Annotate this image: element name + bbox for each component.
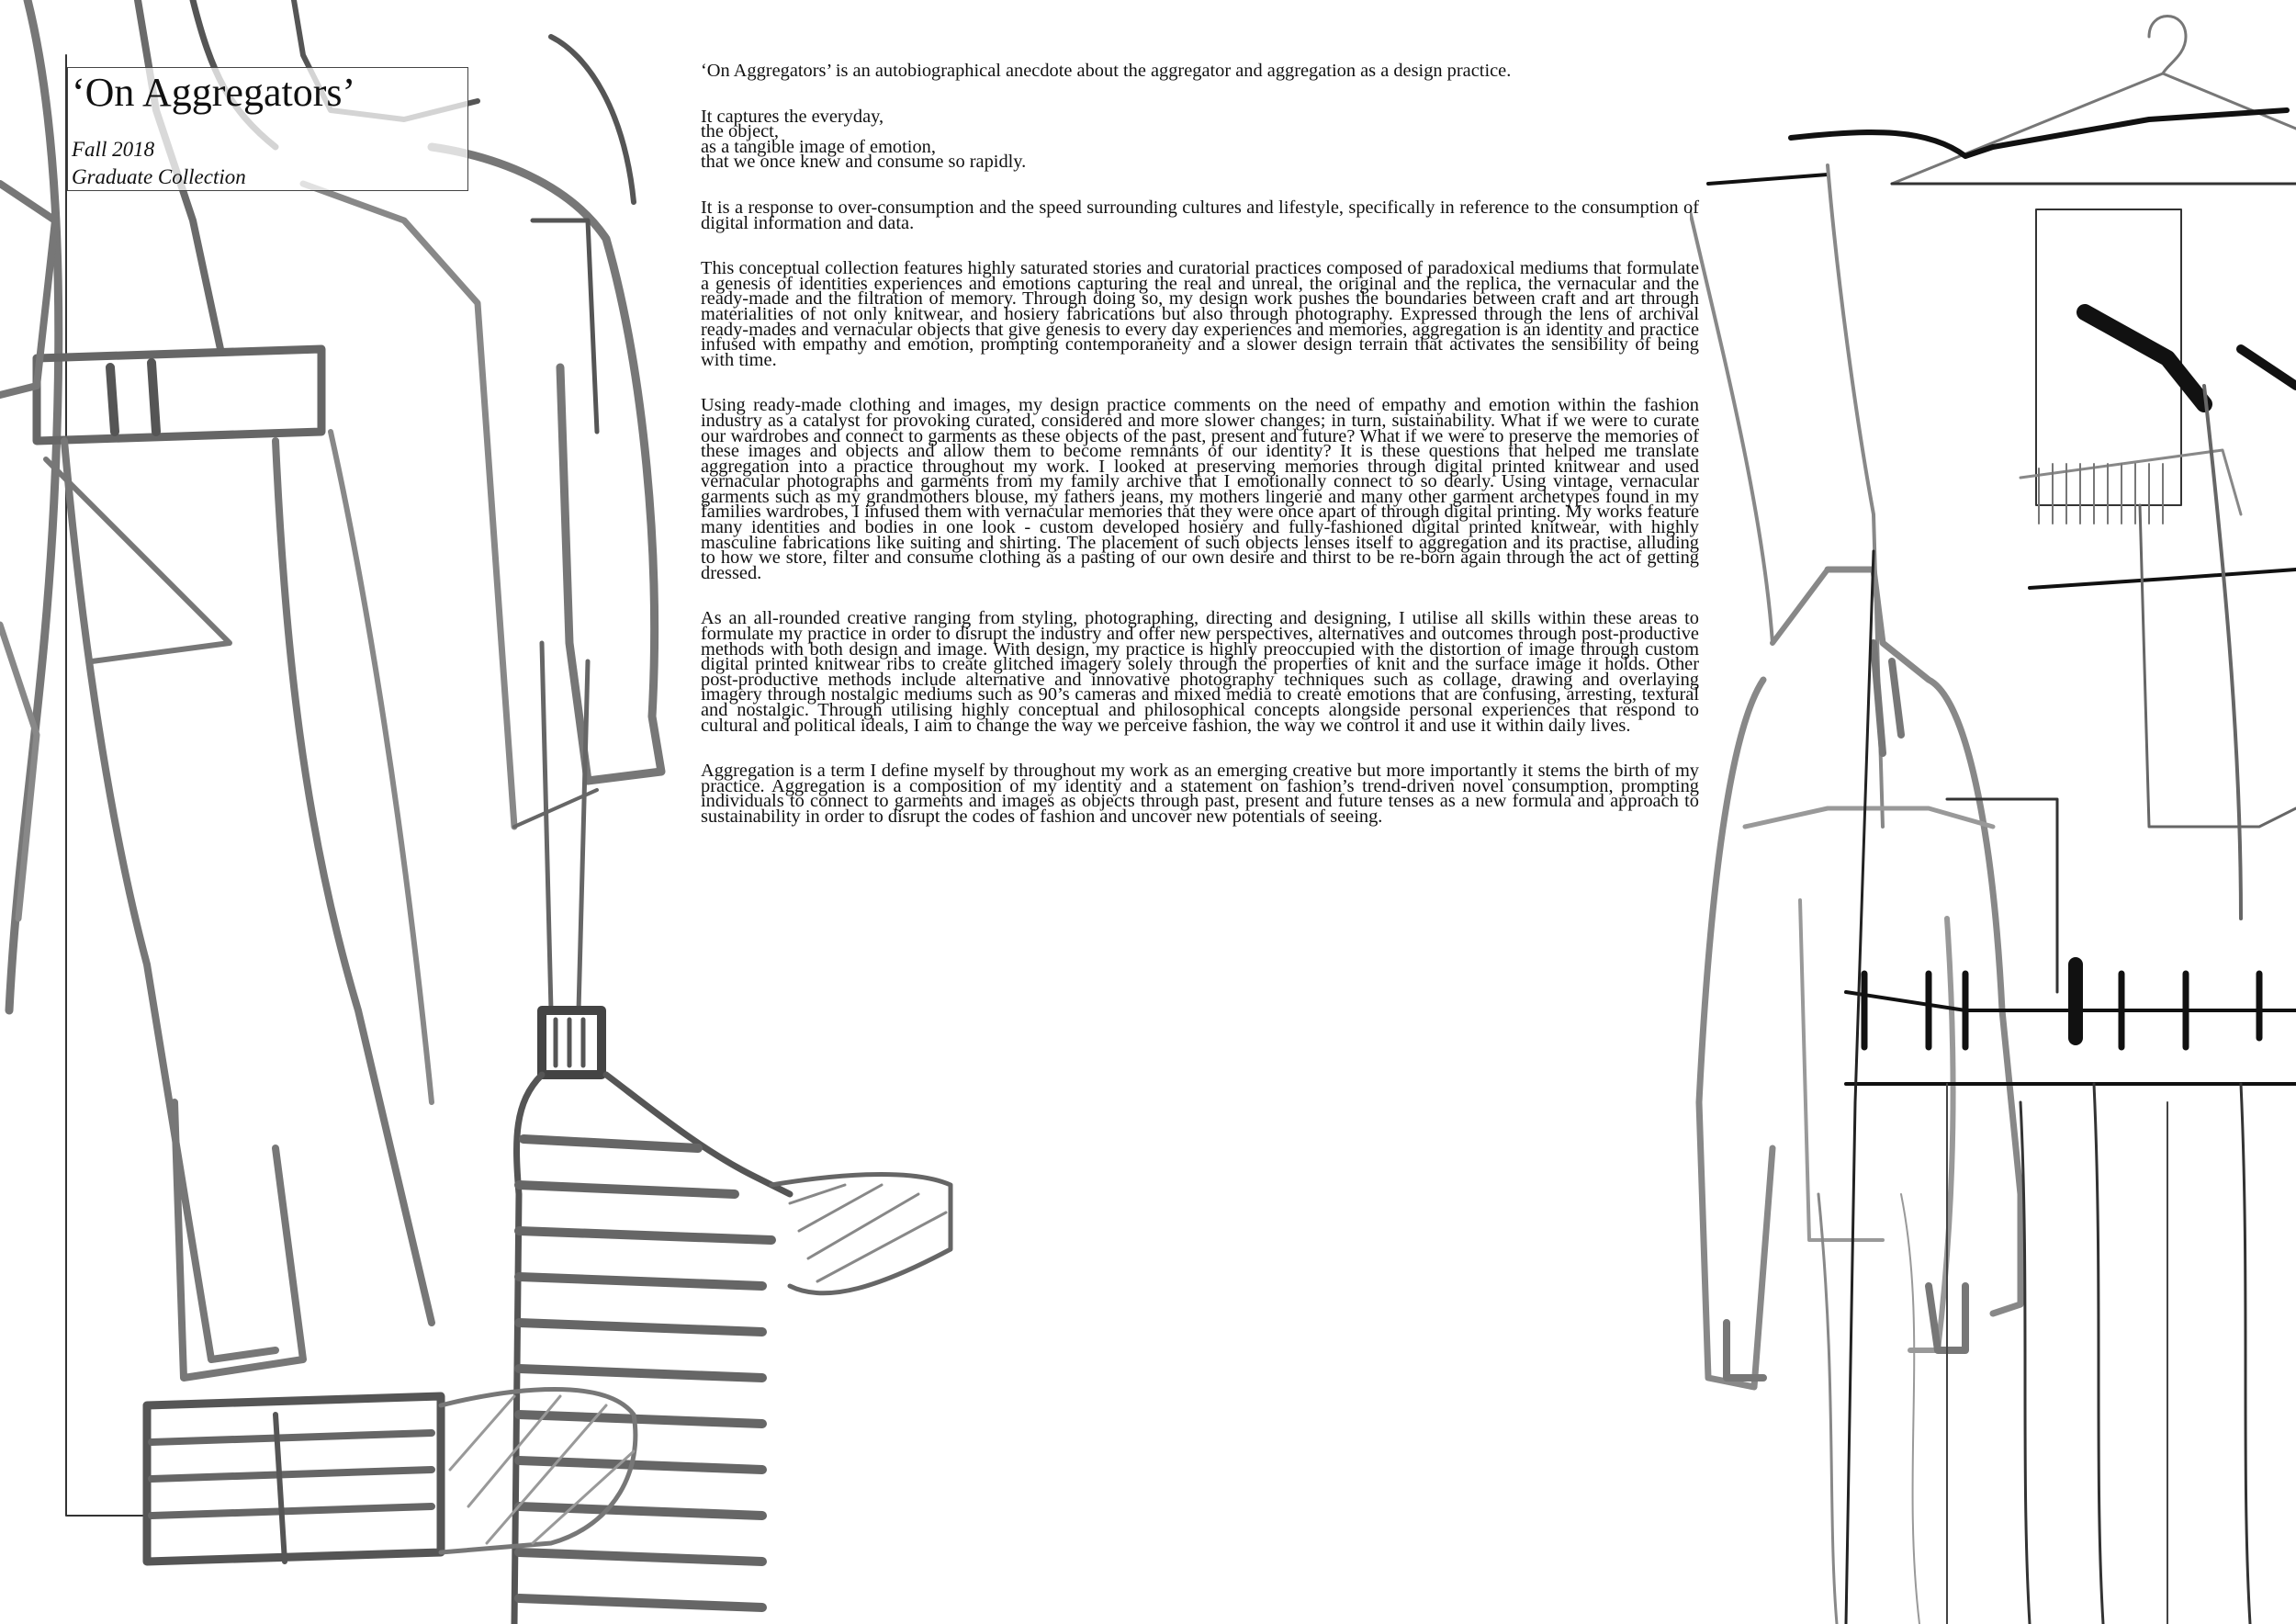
verse-line: that we once knew and consume so rapidly. [701,152,1027,173]
collection-paragraph: This conceptual collection features highly saturated stories and curatorial practices composed of paradoxical mediums that formulate a genesis of identities experiences and emotions capturing the real and unreal, the original and the replica, the vernacular and the ready-made and the filtration of memory. Through doing so, my design work pushes the boundaries between craft and art through materialities of not only knitwear, and hosiery fabrications but also through photography. Expressed through the lens of archival ready-mades and vernacular objects that give genesis to every day experiences and memories, aggregation is an identity and practice infused with empathy and emotion, prompting contemporaneity and a slower design terrain that activates the sensibility of being with time. [701,258,1699,370]
verse-paragraph [701,106,1699,173]
ready-made-paragraph: Using ready-made clothing and images, my design practice comments on the need of empathy and emotion within the fashion industry as a catalyst for provoking curated, considered and more slower changes; in turn, sustainability. What if we were to curate our wardrobes and connect to garments as these objects of the past, present and future? What if we were to preserve the memories of these images and objects and allow them to become remnants of our identity? It is these questions that helped me translate aggregation into a practice throughout my work. I looked at preserving memories through digital printed knitwear and used vernacular photographs and garments from my family archive that I emotionally connect to so dearly. Using vintage, vernacular garments such as my grandmothers blouse, my fathers jeans, my mothers lingerie and many other garment archetypes found in my families wardrobes, I infused them with vernacular memories that they were once apart of through digital printing. My works feature many identities and bodies in one look - custom developed hosiery and fully-fashioned digital printed knitwear, with highly masculine fabrications like suiting and shirting. The placement of such objects lenses itself to aggregation and its practise, alluding to how we store, filter and consume clothing as a pasting of our own desire and thirst to be re-born again through the act of getting dressed. [701,395,1699,583]
response-paragraph: It is a response to over-consumption and the speed surrounding cultures and lifestyle, specifically in reference to the consumption of digital information and data. [701,197,1699,233]
verse-line: as a tangible image of emotion, [701,136,936,157]
aggregation-paragraph: Aggregation is a term I define myself by throughout my work as an emerging creative but more importantly it stems the birth of my practice. Aggregation is a composition of my identity and a statement on fashion’s trend-driven novel consumption, prompting individuals to connect to garments and images as objects through past, present and future tenses as a new formula and approach to sustainability in order to disrupt the codes of fashion and uncover new potentials of seeing. [701,761,1699,827]
statement-text [701,63,1699,855]
collection-title: ‘On Aggregators’ [72,70,356,115]
creative-paragraph: As an all-rounded creative ranging from styling, photographing, directing and designing, I utilise all skills within these areas to formulate my practice in order to disrupt the industry and offer new perspectives, alternatives and outcomes through post-productive methods with both design and image. With design, my practice is highly preoccupied with the distortion of image through custom digital printed knitwear ribs to create glitched imagery solely through the properties of knit and the surface image it holds. Other post-productive methods include alternative and innovative photography techniques such as collage, drawing and overlaying imagery through nostalgic mediums such as 90’s cameras and mixed media to create emotions that are confusing, arresting, textural and nostalgic. Through utilising highly conceptual and philosophical concepts alongside personal experiences that respond to cultural and political ideals, I aim to change the way we perceive fashion, the way we control it and use it within daily lives. [701,608,1699,736]
collection-label: Graduate Collection [72,165,246,188]
title-box [67,67,468,191]
intro-paragraph: ‘On Aggregators’ is an autobiographical anecdote about the aggregator and aggregation as a design practice. [701,61,1512,81]
verse-line: the object, [701,121,779,142]
right-garment-sketch [1690,0,2296,1624]
verse-line: It captures the everyday, [701,106,884,127]
season-label: Fall 2018 [72,138,155,161]
